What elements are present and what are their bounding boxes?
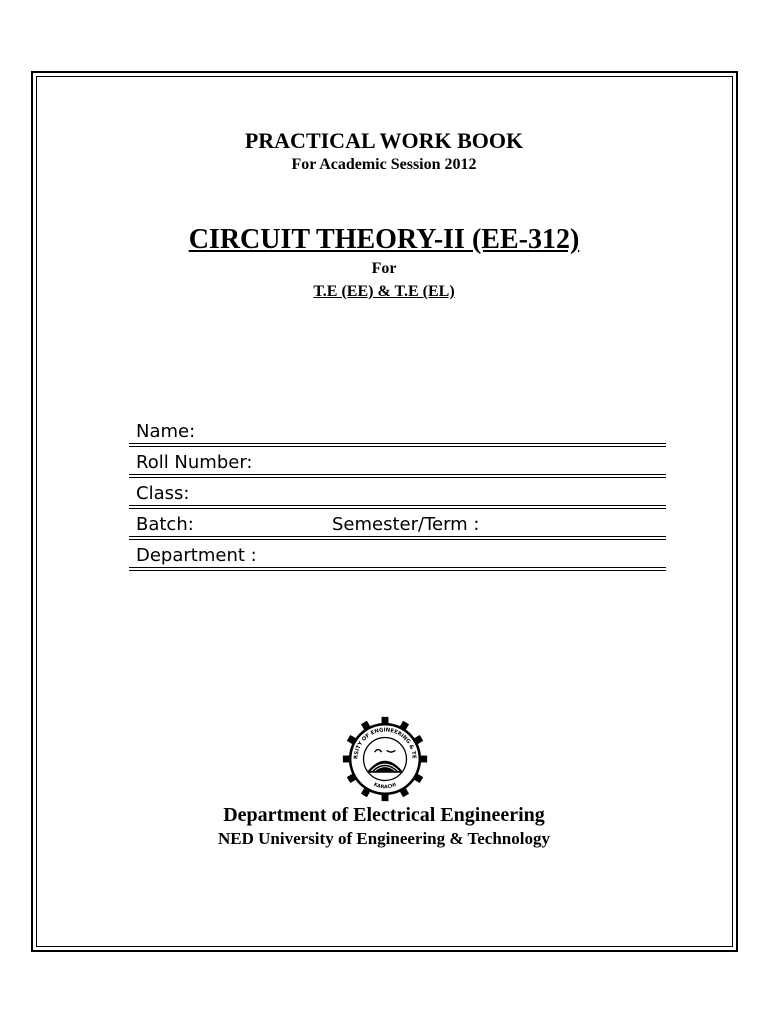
department-row bbox=[129, 540, 666, 571]
batch-label: Batch: bbox=[136, 514, 194, 535]
university-name: NED University of Engineering & Technology bbox=[218, 829, 550, 848]
programs-wrap bbox=[0, 283, 768, 301]
roll-number-row bbox=[129, 447, 666, 478]
student-info-form bbox=[129, 416, 666, 571]
semester-label: Semester/Term : bbox=[332, 514, 480, 535]
roll-number-label: Roll Number: bbox=[136, 452, 253, 473]
name-row bbox=[129, 416, 666, 447]
course-title: CIRCUIT THEORY-II (EE-312) bbox=[188, 224, 580, 255]
workbook-title: PRACTICAL WORK BOOK bbox=[244, 128, 524, 153]
name-label: Name: bbox=[136, 421, 196, 442]
programs: T.E (EE) & T.E (EL) bbox=[313, 283, 455, 300]
class-label: Class: bbox=[136, 483, 190, 504]
department-label: Department : bbox=[136, 545, 257, 566]
batch-row bbox=[129, 509, 666, 540]
department-name: Department of Electrical Engineering bbox=[223, 804, 545, 826]
university-seal-icon bbox=[342, 716, 428, 802]
seal-ring-text: RSITY OF ENGINEERING & TE bbox=[353, 727, 417, 760]
course-title-wrap bbox=[0, 224, 768, 256]
seal-city-text: KARACHI bbox=[372, 782, 398, 791]
academic-session: For Academic Session 2012 bbox=[291, 156, 477, 173]
class-row bbox=[129, 478, 666, 509]
for-label: For bbox=[371, 260, 397, 277]
